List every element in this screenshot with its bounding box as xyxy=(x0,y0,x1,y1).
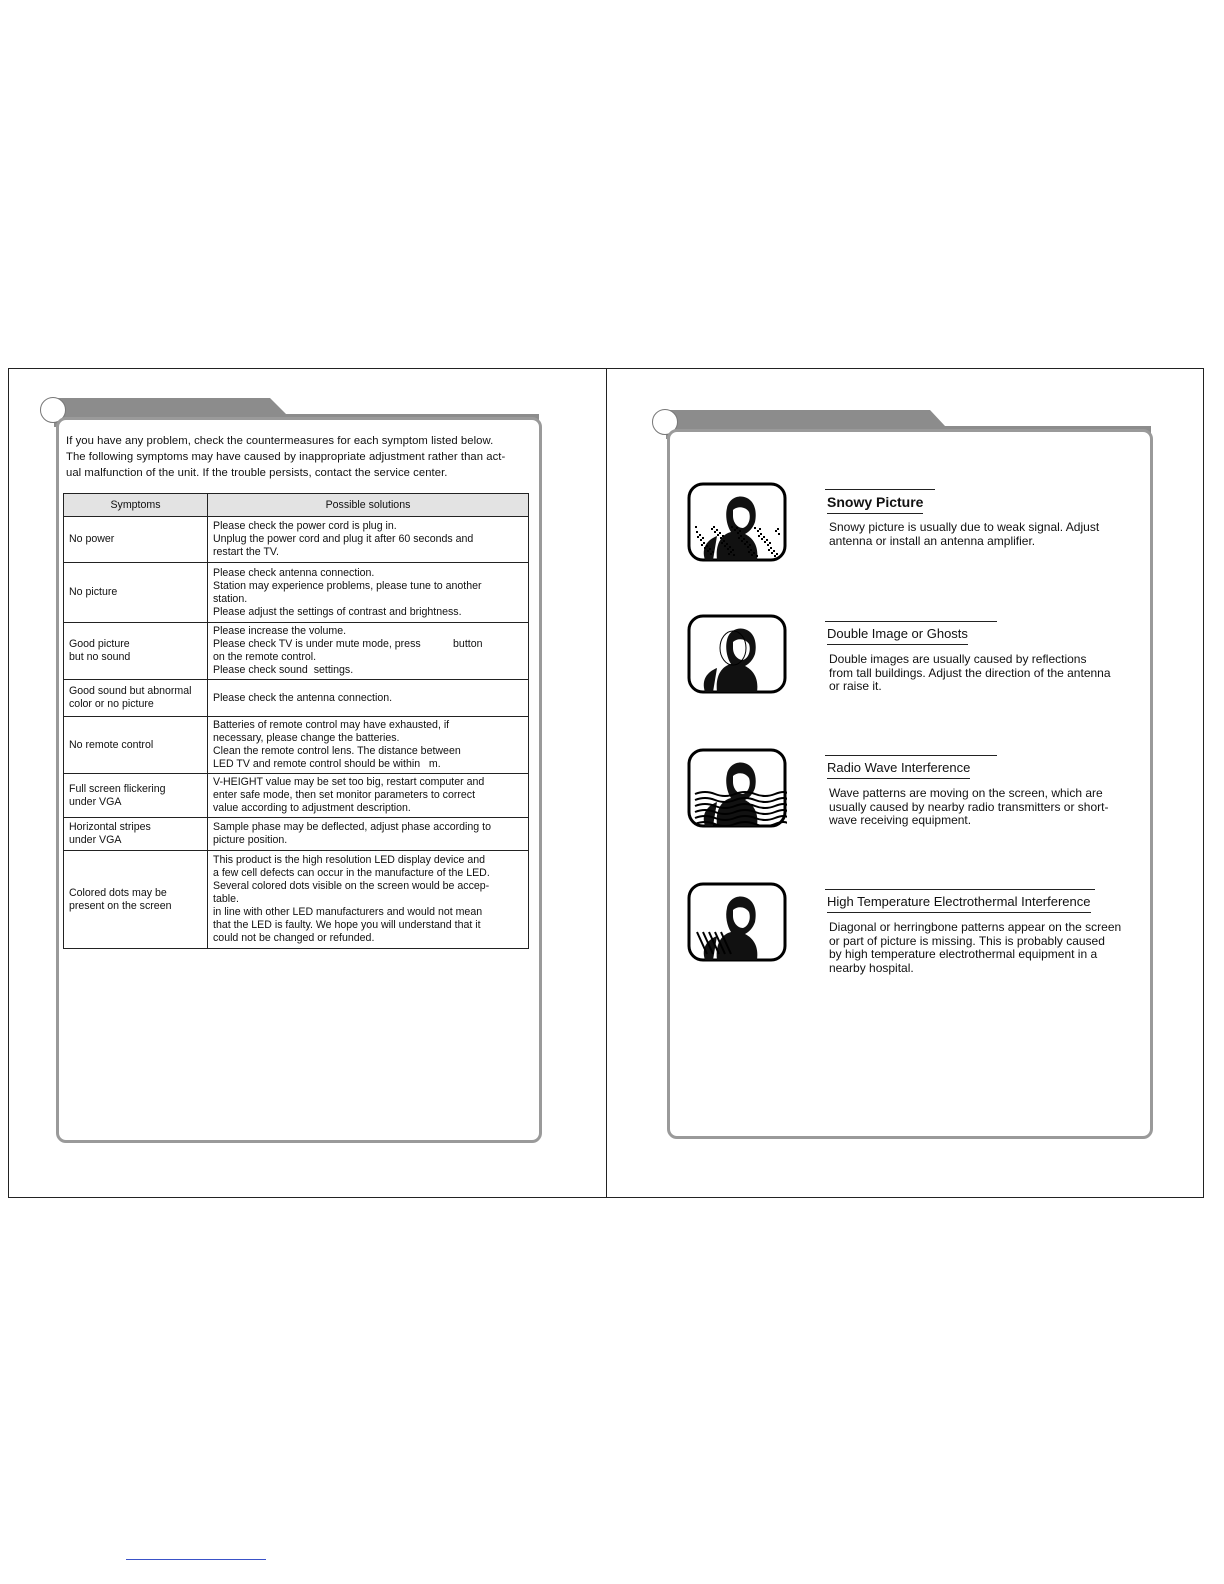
description-line: Diagonal or herringbone patterns appear on the screen xyxy=(829,920,1122,934)
solution-line: Please adjust the settings of contrast and brightness. xyxy=(213,605,462,618)
solution-line: This product is the high resolution LED display device and xyxy=(213,854,486,866)
solution-line: a few cell defects can occur in the manufacture of the LED. xyxy=(213,867,490,879)
manual-spread xyxy=(8,368,1204,1198)
description-line: Snowy picture is usually due to weak signal. Adjust xyxy=(829,520,1100,534)
symptom-line: Horizontal stripes xyxy=(69,821,151,833)
title-top-rule xyxy=(825,489,935,490)
solution-line: necessary, please change the batteries. xyxy=(213,732,400,744)
table-row xyxy=(64,680,529,717)
symptom-line: Full screen flickering xyxy=(69,782,166,795)
symptom-line: color or no picture xyxy=(69,698,154,710)
solution-line: table. xyxy=(213,893,239,905)
solution-line: Please check the power cord is plug in. xyxy=(213,520,397,532)
description-line: from tall buildings. Adjust the direction of the antenna xyxy=(829,665,1111,680)
symptom-line: No power xyxy=(69,533,115,545)
item-description xyxy=(829,787,1108,828)
symptom-cell xyxy=(64,851,208,949)
solution-line: Batteries of remote control may have exhausted, if xyxy=(213,719,450,731)
solution-line: V-HEIGHT value may be set too big, restart computer and xyxy=(213,776,485,788)
table-header-row xyxy=(64,494,529,517)
solution-line: Several colored dots visible on the screen would be accep- xyxy=(213,880,490,892)
page-divider xyxy=(606,369,607,1197)
footer-link-underline xyxy=(126,1559,266,1560)
table-row xyxy=(64,818,529,851)
symptom-cell xyxy=(64,563,208,623)
item-title: Radio Wave Interference xyxy=(827,760,970,779)
item-title: Double Image or Ghosts xyxy=(827,626,968,645)
solution-cell xyxy=(208,851,529,949)
solution-cell xyxy=(208,680,529,717)
symptom-line: Good sound but abnormal xyxy=(69,685,192,697)
solution-cell xyxy=(208,717,529,774)
item-description xyxy=(829,521,1099,548)
table-row xyxy=(64,563,529,623)
header-symptoms: Symptoms xyxy=(64,494,208,517)
title-top-rule xyxy=(825,755,997,756)
symptom-cell xyxy=(64,623,208,680)
table-row xyxy=(64,851,529,949)
solution-line: restart the TV. xyxy=(213,546,279,558)
solution-line: Please check the antenna connection. xyxy=(213,691,393,704)
table-row xyxy=(64,517,529,563)
item-title: High Temperature Electrothermal Interference xyxy=(827,894,1091,913)
solution-line: Please check sound settings. xyxy=(213,664,354,676)
symptom-cell xyxy=(64,517,208,563)
description-line: nearby hospital. xyxy=(829,960,914,975)
solution-line: picture position. xyxy=(213,834,288,846)
solution-line: Sample phase may be deflected, adjust phase according to xyxy=(213,821,491,833)
solution-line: on the remote control. xyxy=(213,651,317,663)
table-row xyxy=(64,623,529,680)
description-line: by high temperature electrothermal equipment in a xyxy=(829,947,1098,961)
title-top-rule xyxy=(825,621,997,622)
solution-line: enter safe mode, then set monitor parameters to correct xyxy=(213,789,476,801)
solution-line: Clean the remote control lens. The distance between xyxy=(213,745,461,757)
solution-line: value according to adjustment description. xyxy=(213,802,411,814)
solution-line: Station may experience problems, please tune to another xyxy=(213,579,482,592)
symptom-line: under VGA xyxy=(69,795,122,808)
item-description xyxy=(829,653,1111,694)
solution-cell xyxy=(208,517,529,563)
solution-line: Please check TV is under mute mode, press button xyxy=(213,638,483,650)
solution-line: could not be changed or refunded. xyxy=(213,932,375,944)
solution-cell xyxy=(208,563,529,623)
symptom-line: but no sound xyxy=(69,651,131,663)
solution-line: Please check antenna connection. xyxy=(213,566,375,579)
tv-wave-interference-icon xyxy=(687,748,787,835)
description-line: antenna or install an antenna amplifier. xyxy=(829,533,1036,548)
symptom-cell xyxy=(64,717,208,774)
table-row xyxy=(64,774,529,818)
solution-line: that the LED is faulty. We hope you will understand that it xyxy=(213,919,481,931)
item-title: Snowy Picture xyxy=(827,494,923,514)
description-line: or part of picture is missing. This is probably caused xyxy=(829,933,1105,948)
symptom-line: Good picture xyxy=(69,638,130,650)
solution-line: Please increase the volume. xyxy=(213,625,347,637)
description-line: Wave patterns are moving on the screen, which are xyxy=(829,786,1103,800)
header-solutions: Possible solutions xyxy=(208,494,529,517)
symptom-cell xyxy=(64,774,208,818)
description-line: wave receiving equipment. xyxy=(829,813,972,827)
symptom-cell xyxy=(64,818,208,851)
symptom-line: Colored dots may be xyxy=(69,886,167,899)
intro-text: If you have any problem, check the countermeasures for each symptom listed below. The following symptoms may have caused by inappropriate adjustment rather than act- ual malfunction of the unit. If the trouble persists, contact the service center. xyxy=(66,435,506,479)
symptom-line: No remote control xyxy=(69,738,154,751)
solution-cell xyxy=(208,623,529,680)
solution-cell xyxy=(208,774,529,818)
description-line: Double images are usually caused by reflections xyxy=(829,652,1087,666)
table-row xyxy=(64,717,529,774)
item-description xyxy=(829,921,1121,975)
tv-herringbone-icon xyxy=(687,882,787,969)
title-top-rule xyxy=(825,889,1095,890)
solution-line: Unplug the power cord and plug it after 60 seconds and xyxy=(213,533,474,545)
solution-line: in line with other LED manufacturers and would not mean xyxy=(213,906,483,918)
solution-line: station. xyxy=(213,592,248,605)
solution-cell xyxy=(208,818,529,851)
symptom-line: under VGA xyxy=(69,834,122,846)
symptom-cell xyxy=(64,680,208,717)
symptom-line: No picture xyxy=(69,586,118,598)
tv-ghost-image-icon xyxy=(687,614,787,701)
description-line: usually caused by nearby radio transmitters or short- xyxy=(829,799,1109,814)
solution-line: LED TV and remote control should be within m. xyxy=(213,758,441,770)
troubleshooting-table xyxy=(63,493,529,949)
description-line: or raise it. xyxy=(829,679,882,693)
tv-snowy-picture-icon xyxy=(687,482,787,569)
symptom-line: present on the screen xyxy=(69,899,172,912)
